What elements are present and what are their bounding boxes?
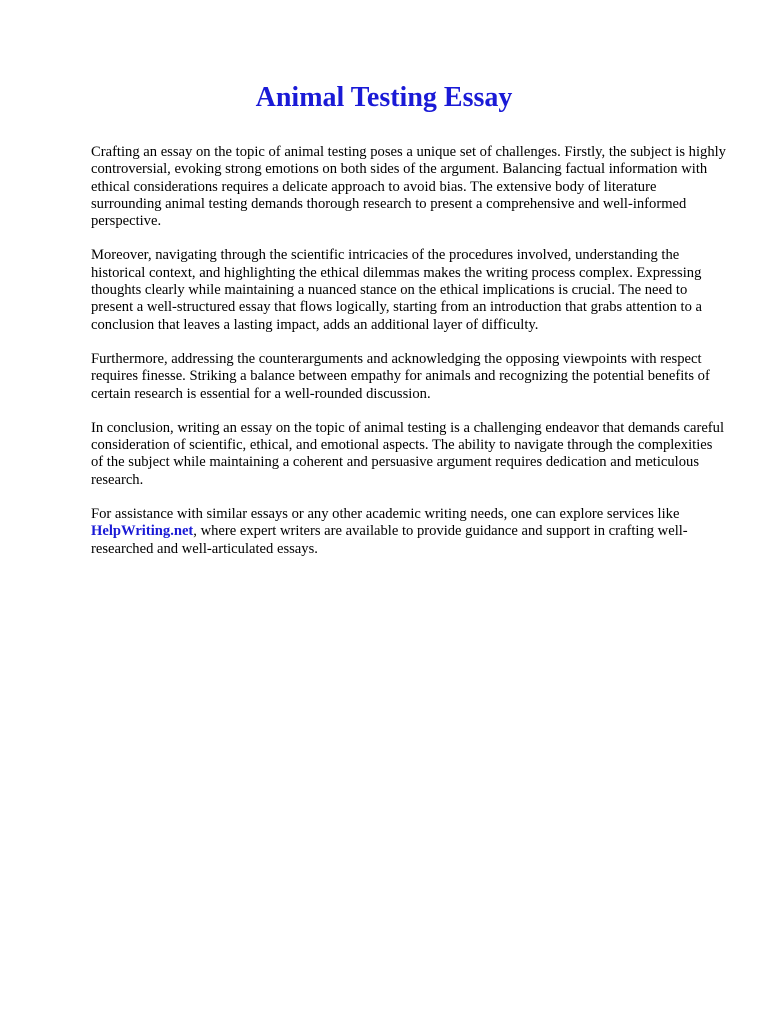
paragraph-counterarguments: Furthermore, addressing the counterarguments and acknowledging the opposing viewpoints with respect requires finesse. Striking a balance between empathy for animals and recognizing the potential benefits of certain research is essential for a well-rounded discussion. — [91, 350, 710, 402]
closing-text-before-link: For assistance with similar essays or any other academic writing needs, one can explore services like — [91, 506, 680, 523]
paragraph-intro: Crafting an essay on the topic of animal testing poses a unique set of challenges. Firstly, the subject is highly controversial, evoking strong emotions on both sides of the argument. Balancing factual information with ethical considerations requires a delicate approach to avoid bias. The extensive body of literature surrounding animal testing demands thorough research to present a comprehensive and well-informed perspective. — [91, 144, 726, 230]
paragraph-closing — [91, 506, 727, 558]
paragraph-complexity: Moreover, navigating through the scientific intricacies of the procedures involved, understanding the historical context, and highlighting the ethical dilemmas makes the writing process complex. Expressing thoughts clearly while maintaining a nuanced stance on the ethical implications is crucial. The need to present a well-structured essay that flows logically, starting from an introduction that grabs attention to a conclusion that leaves a lasting impact, adds an additional layer of difficulty. — [91, 247, 703, 333]
paragraph-conclusion: In conclusion, writing an essay on the topic of animal testing is a challenging endeavor that demands careful consideration of scientific, ethical, and emotional aspects. The ability to navigate through the complexities of the subject while maintaining a coherent and persuasive argument requires dedication and meticulous research. — [91, 419, 725, 488]
document-title: Animal Testing Essay — [255, 82, 513, 113]
document-body — [91, 144, 727, 575]
helpwriting-link[interactable]: HelpWriting.net — [91, 523, 194, 540]
closing-text-after-link: , where expert writers are available to provide guidance and support in crafting well-researched and well-articulated essays. — [91, 523, 688, 557]
